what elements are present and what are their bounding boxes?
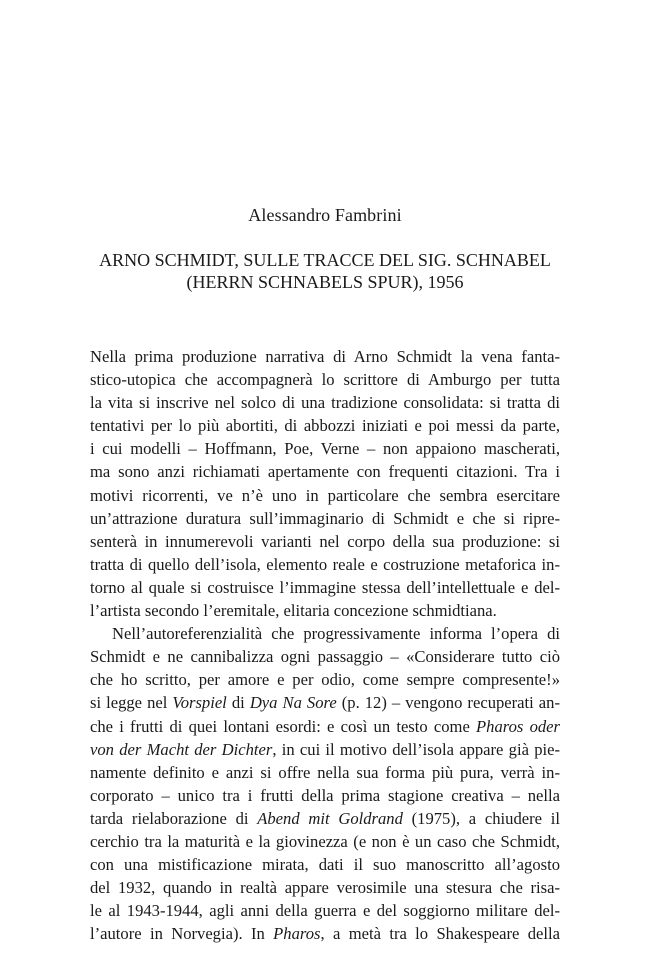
text-line [90, 622, 560, 645]
text-line [90, 853, 560, 876]
chapter-title-line: ARNO SCHMIDT, SULLE TRACCE DEL SIG. SCHNABEL [99, 250, 551, 270]
text-line [90, 484, 560, 507]
chapter-title-line: (HERRN SCHNABELS SPUR), 1956 [186, 272, 464, 292]
text-segment: ma sono anzi richiamati apertamente con frequenti citazioni. Tra i [90, 462, 560, 482]
text-segment: corporato – unico tra i frutti della prima stagione creativa – nella [90, 785, 560, 805]
text-segment: senterà in innumerevoli varianti nel corpo della sua produzione: si [90, 531, 560, 551]
text-line [90, 922, 560, 945]
text-segment: (p. 12) – vengono recuperati an- [336, 693, 560, 713]
text-segment: motivi ricorrenti, ve n’è uno in particolare che sembra esercitare [90, 485, 560, 505]
text-segment: (1975), a chiudere il [402, 808, 560, 828]
text-line [90, 715, 560, 738]
text-segment: un’attrazione duratura sull’immaginario di Schmidt e che si ripre- [90, 508, 560, 528]
text-line [90, 345, 560, 368]
text-segment: di [226, 693, 250, 713]
text-line [90, 391, 560, 414]
text-segment: namente definito e anzi si offre nella sua forma più pura, verrà in- [90, 762, 560, 782]
text-line [90, 645, 560, 668]
italic-title: Pharos [273, 924, 321, 944]
text-segment: le al 1943-1944, agli anni della guerra e del soggiorno militare del- [90, 901, 560, 921]
text-line [90, 899, 560, 922]
text-segment: del 1932, quando in realtà appare verosimile una stesura che risa- [90, 878, 560, 898]
text-line [90, 599, 560, 622]
text-segment: l’autore in Norvegia). In [90, 924, 274, 944]
italic-title: Pharos oder [476, 716, 560, 736]
text-line [90, 784, 560, 807]
text-line [90, 576, 560, 599]
italic-title: Vorspiel [172, 693, 227, 713]
text-line [90, 460, 560, 483]
text-line [90, 691, 560, 714]
text-line [90, 876, 560, 899]
text-line [90, 761, 560, 784]
text-segment: si legge nel [90, 693, 173, 713]
text-segment: , in cui il motivo dell’isola appare già pie- [272, 739, 561, 759]
text-segment: che ho scritto, per amore e per odio, come sempre compresente!» [90, 670, 560, 690]
italic-title: von der Macht der Dichter [90, 739, 273, 759]
text-line [90, 668, 560, 691]
text-segment: tratta di quello dell’isola, elemento reale e costruzione metaforica in- [90, 554, 560, 574]
text-segment: tentativi per lo più abortiti, di abbozzi iniziati e poi messi da parte, [90, 416, 560, 436]
italic-title: Dya Na Sore [249, 693, 337, 713]
text-line [90, 807, 560, 830]
text-line [90, 530, 560, 553]
text-segment: con una mistificazione mirata, dati il suo manoscritto all’agosto [90, 855, 560, 875]
chapter-title [80, 249, 570, 293]
italic-title: Abend mit Goldrand [257, 808, 403, 828]
text-segment: torno al quale si costruisce l’immagine stessa dell’intellettuale e del- [90, 577, 560, 597]
text-segment: la vita si inscrive nel solco di una tradizione consolidata: si tratta di [90, 393, 560, 413]
text-line [90, 368, 560, 391]
text-line [90, 830, 560, 853]
chapter-author: Alessandro Fambrini [248, 205, 402, 225]
text-line [90, 414, 560, 437]
text-segment: tarda rielaborazione di [90, 808, 258, 828]
text-segment: che i frutti di quei lontani esordi: e così un testo come [90, 716, 477, 736]
text-line [90, 437, 560, 460]
text-segment: , a metà tra lo Shakespeare della [320, 924, 560, 944]
text-line [90, 507, 560, 530]
text-segment: l’artista secondo l’eremitale, elitaria concezione schmidtiana. [90, 601, 497, 621]
text-segment: Nell’autoreferenzialità che progressivamente informa l’opera di [112, 624, 560, 644]
text-segment: stico-utopica che accompagnerà lo scrittore di Amburgo per tutta [90, 370, 560, 390]
text-segment: Schmidt e ne cannibalizza ogni passaggio – «Considerare tutto ciò [90, 647, 560, 667]
body-text [90, 345, 560, 945]
text-line [90, 738, 560, 761]
text-line [90, 553, 560, 576]
text-segment: Nella prima produzione narrativa di Arno Schmidt la vena fanta- [90, 347, 560, 366]
text-segment: cerchio tra la maturità e la giovinezza (e non è un caso che Schmidt, [90, 831, 560, 851]
text-segment: i cui modelli – Hoffmann, Poe, Verne – non appaiono mascherati, [90, 439, 560, 459]
